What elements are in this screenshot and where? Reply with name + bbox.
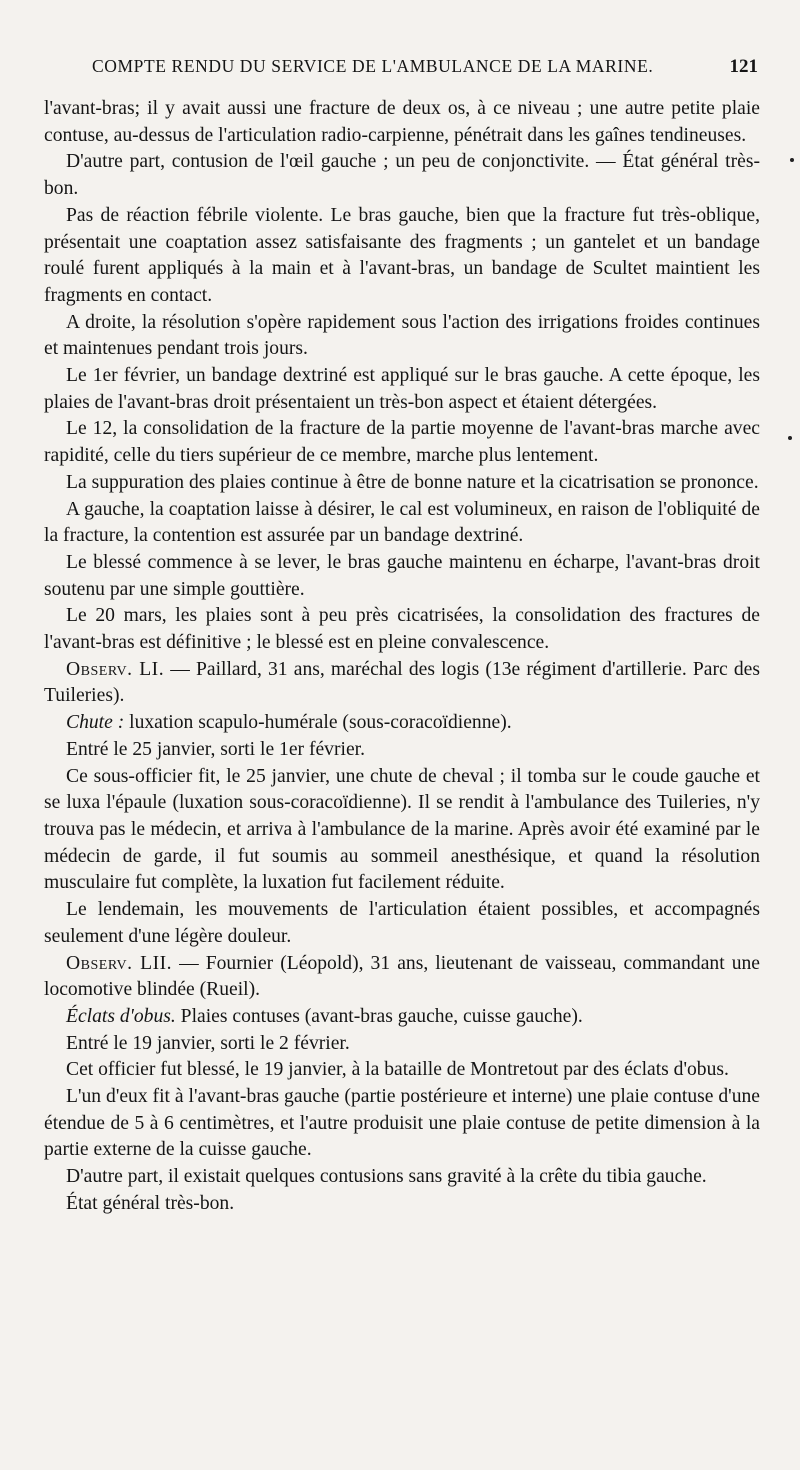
paragraph: D'autre part, il existait quelques contusions sans gravité à la crête du tibia gauche.	[66, 1166, 707, 1188]
observation-cause	[44, 710, 760, 737]
paragraph: A droite, la résolution s'opère rapidement sous l'action des irrigations froides continues et maintenues pendant trois jours.	[44, 311, 760, 360]
margin-dot	[788, 436, 792, 440]
page-number: 121	[729, 56, 758, 77]
running-header	[92, 56, 758, 78]
paragraph: D'autre part, contusion de l'œil gauche ; un peu de conjonctivite. — État général très-bon.	[44, 151, 760, 200]
paragraph: Le 12, la consolidation de la fracture de la partie moyenne de l'avant-bras marche avec rapidité, celle du tiers supérieur de ce membre, marche plus lentement.	[44, 418, 760, 467]
paragraph: L'un d'eux fit à l'avant-bras gauche (partie postérieure et interne) une plaie contuse d'une étendue de 5 à 6 centimètres, et l'autre produisit une plaie contuse de petite dimension à la partie externe de la cuisse gauche.	[44, 1086, 760, 1161]
observation-dates: Entré le 25 janvier, sorti le 1er février.	[66, 738, 365, 760]
paragraph: Le blessé commence à se lever, le bras gauche maintenu en écharpe, l'avant-bras droit soutenu par une simple gouttière.	[44, 551, 760, 600]
observation-text: — Fournier (Léopold), 31 ans, lieutenant de vaisseau, commandant une locomotive blindée (Rueil).	[44, 952, 760, 1001]
paragraph: Le lendemain, les mouvements de l'articulation étaient possibles, et accompagnés seulement d'une légère douleur.	[44, 899, 760, 947]
observation-label: Observ. LI.	[66, 658, 165, 680]
observation-label: Observ. LII.	[66, 952, 173, 974]
observation-heading	[44, 657, 760, 710]
cause-text: Plaies contuses (avant-bras gauche, cuisse gauche).	[175, 1005, 583, 1027]
paragraph: Pas de réaction fébrile violente. Le bras gauche, bien que la fracture fut très-oblique, présentait une coaptation assez satisfaisante des fragments ; un gantelet et un bandage roulé furent appliqués à la main et à l'avant-bras, un bandage de Scultet maintient les fragments en contact.	[44, 204, 760, 306]
paragraph: Cet officier fut blessé, le 19 janvier, à la bataille de Montretout par des éclats d'obus.	[66, 1059, 729, 1081]
paragraph: Le 1er février, un bandage dextriné est appliqué sur le bras gauche. A cette époque, les plaies de l'avant-bras droit présentaient un très-bon aspect et étaient détergées.	[44, 365, 760, 413]
observation-text: — Paillard, 31 ans, maréchal des logis (13e régiment d'artillerie. Parc des Tuileries).	[44, 658, 761, 707]
observation-dates: Entré le 19 janvier, sorti le 2 février.	[66, 1032, 350, 1054]
paragraph: La suppuration des plaies continue à être de bonne nature et la cicatrisation se prononce.	[66, 471, 759, 493]
running-title: COMPTE RENDU DU SERVICE DE L'AMBULANCE DE LA MARINE.	[92, 56, 654, 76]
paragraph: Le 20 mars, les plaies sont à peu près cicatrisées, la consolidation des fractures de l'avant-bras est définitive ; le blessé est en pleine convalescence.	[44, 605, 760, 654]
paragraph: État général très-bon.	[66, 1192, 235, 1214]
observation-heading	[44, 951, 760, 1004]
observation-cause	[44, 1004, 760, 1031]
cause-label: Chute :	[66, 712, 125, 734]
margin-dot	[790, 158, 794, 162]
paragraph: Ce sous-officier fit, le 25 janvier, une chute de cheval ; il tomba sur le coude gauche et se luxa l'épaule (luxation sous-coracoïdienne). Il se rendit à l'ambulance des Tuileries, n'y trouva pas le médecin, et arriva à l'ambulance de la marine. Après avoir été examiné par le médecin de garde, il fut soumis au sommeil anesthésique, et quand la résolution musculaire fut complète, la luxation fut facilement réduite.	[44, 765, 760, 894]
cause-text: luxation scapulo-humérale (sous-coracoïdienne).	[124, 712, 512, 734]
body-text	[44, 96, 760, 1218]
paragraph: l'avant-bras; il y avait aussi une fracture de deux os, à ce niveau ; une autre petite plaie contuse, au-dessus de l'articulation radio-carpienne, pénétrait dans les gaînes tendineuses.	[44, 98, 760, 146]
paragraph: A gauche, la coaptation laisse à désirer, le cal est volumineux, en raison de l'obliquité de la fracture, la contention est assurée par un bandage dextriné.	[44, 498, 760, 547]
cause-label: Éclats d'obus.	[66, 1005, 176, 1027]
